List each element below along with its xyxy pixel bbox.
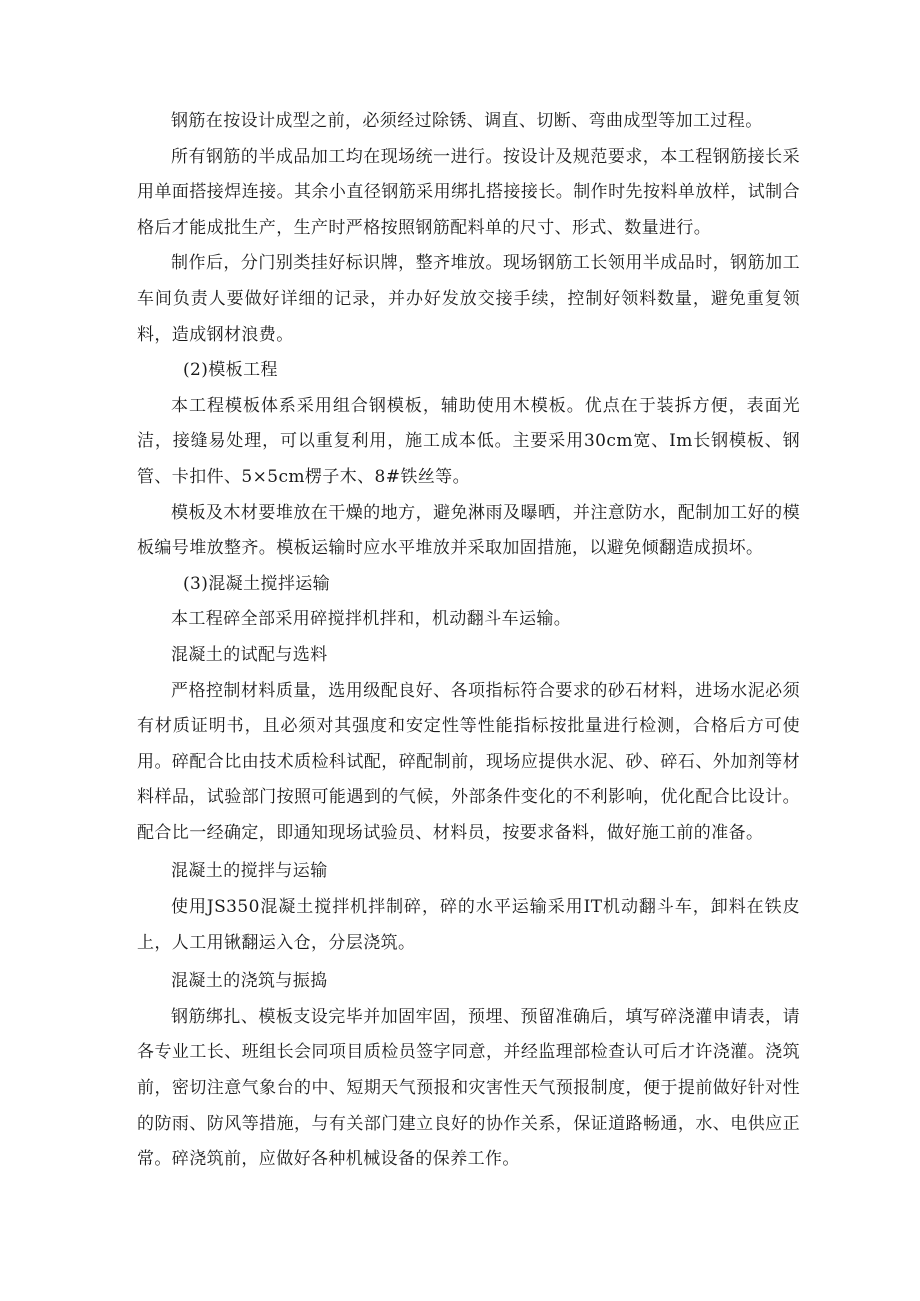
paragraph-formwork-storage: 模板及木材要堆放在干燥的地方，避免淋雨及曝晒，并注意防水，配制加工好的模板编号堆放整齐。模板运输时应水平堆放并采取加固措施，以避免倾翻造成损坏。 [137,502,800,559]
paragraph-rebar-storage: 制作后，分门别类挂好标识牌，整齐堆放。现场钢筋工长领用半成品时，钢筋加工车间负责人要做好详细的记录，并办好发放交接手续，控制好领料数量，避免重复领料，造成钢材浪费。 [137,253,800,345]
section-heading-concrete: (3)混凝土搅拌运输 [183,573,331,594]
paragraph-pouring-preparation: 钢筋绑扎、模板支设完毕并加固牢固，预埋、预留准确后，填写碎浇灌申请表，请各专业工长、班组长会同项目质检员签字同意，并经监理部检查认可后才许浇灌。浇筑前，密切注意气象台的中、短期天气预报和灾害性天气预报制度，便于提前做好针对性的防雨、防风等措施，与有关部门建立良好的协作关系，保证道路畅通，水、电供应正常。碎浇筑前，应做好各种机械设备的保养工作。 [137,1006,800,1170]
paragraph-material-control: 严格控制材料质量，选用级配良好、各项指标符合要求的砂石材料，进场水泥必须有材质证明书，且必须对其强度和安定性等性能指标按批量进行检测，合格后方可使用。碎配合比由技术质检科试配，碎配制前，现场应提供水泥、砂、碎石、外加剂等材料样品，试验部门按照可能遇到的气候，外部条件变化的不利影响，优化配合比设计。配合比一经确定，即通知现场试验员、材料员，按要求备料，做好施工前的准备。 [137,680,800,843]
document-page [137,104,800,1178]
paragraph-rebar-semi-finished: 所有钢筋的半成品加工均在现场统一进行。按设计及规范要求，本工程钢筋接长采用单面搭接焊连接。其余小直径钢筋采用绑扎搭接接长。制作时先按料单放样，试制合格后才能成批生产，生产时严格按照钢筋配料单的尺寸、形式、数量进行。 [137,146,800,238]
section-heading-formwork: (2)模板工程 [183,360,278,381]
paragraph-concrete-mixing: 本工程碎全部采用碎搅拌机拌和，机动翻斗车运输。 [171,609,572,630]
subheading-mixing-transport: 混凝土的搅拌与运输 [171,861,328,882]
subheading-pouring-vibration: 混凝土的浇筑与振捣 [171,971,328,992]
paragraph-formwork-system: 本工程模板体系采用组合钢模板，辅助使用木模板。优点在于装拆方便，表面光洁，接缝易处理，可以重复利用，施工成本低。主要采用30cm宽、Im长钢模板、钢管、卡扣件、5×5cm楞子木、8#铁丝等。 [137,395,800,487]
subheading-trial-mix: 混凝土的试配与选料 [171,644,328,665]
paragraph-mixer-usage: 使用JS350混凝土搅拌机拌制碎，碎的水平运输采用IT机动翻斗车，卸料在铁皮上，人工用锹翻运入仓，分层浇筑。 [137,897,800,953]
paragraph-rebar-processing: 钢筋在按设计成型之前，必须经过除锈、调直、切断、弯曲成型等加工过程。 [171,111,763,131]
